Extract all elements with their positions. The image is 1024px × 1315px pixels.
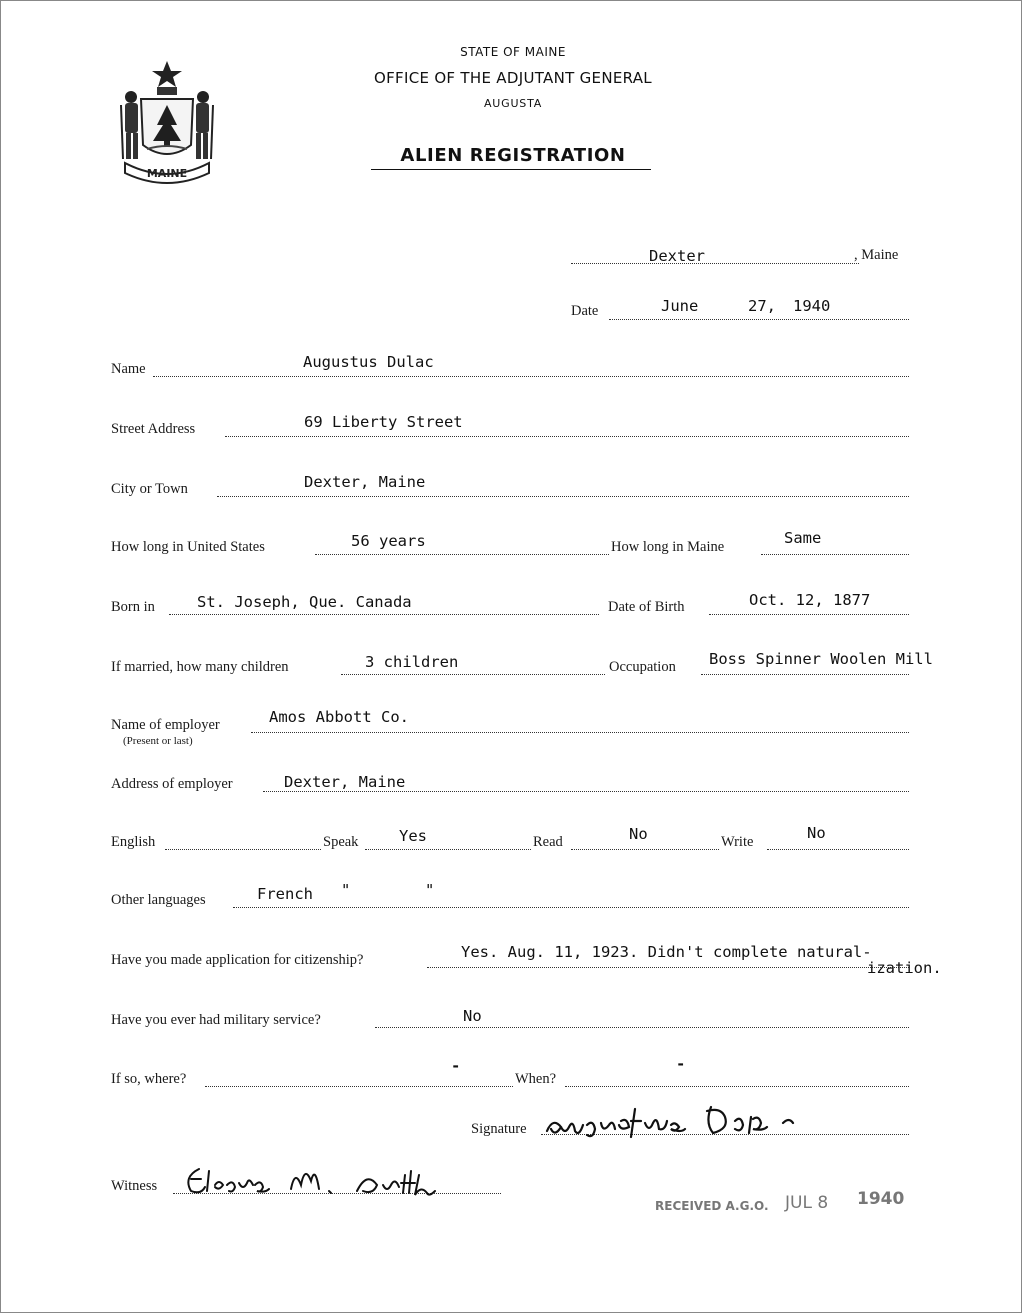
ditto-mark-2: " (425, 881, 435, 899)
maine-years-value: Same (784, 529, 822, 547)
children-value: 3 children (365, 653, 459, 671)
city-line (217, 496, 909, 497)
form-title: ALIEN REGISTRATION (400, 145, 626, 166)
occupation-line (701, 674, 909, 675)
date-label: Date (571, 303, 599, 319)
place-value: Dexter (649, 247, 705, 265)
other-languages-label: Other languages (111, 892, 206, 908)
born-label: Born in (111, 599, 155, 615)
dob-label: Date of Birth (608, 599, 685, 615)
name-value: Augustus Dulac (303, 353, 434, 371)
write-label: Write (721, 834, 754, 850)
city-value: Dexter, Maine (304, 473, 426, 491)
received-stamp-label: RECEIVED A.G.O. (655, 1199, 769, 1213)
employer-address-line (263, 791, 909, 792)
when-line (565, 1086, 909, 1087)
read-value: No (629, 825, 648, 843)
ditto-mark-1: " (341, 881, 351, 899)
dob-line (709, 614, 909, 615)
when-value: - (676, 1055, 686, 1073)
street-label: Street Address (111, 421, 196, 437)
employer-value: Amos Abbott Co. (269, 708, 409, 726)
write-value: No (807, 824, 826, 842)
children-label: If married, how many children (111, 659, 289, 675)
born-line (169, 614, 599, 615)
employer-sublabel: (Present or last) (123, 735, 193, 747)
write-line (767, 849, 909, 850)
children-line (341, 674, 605, 675)
date-month: June (661, 297, 699, 315)
speak-value: Yes (399, 827, 427, 845)
citizenship-value-line2: ization. (867, 959, 942, 977)
employer-address-value: Dexter, Maine (284, 773, 406, 791)
speak-line (365, 849, 531, 850)
maine-years-label: How long in Maine (611, 539, 725, 555)
witness-label: Witness (111, 1178, 158, 1194)
office-heading: OFFICE OF THE ADJUTANT GENERAL (374, 69, 652, 87)
military-label: Have you ever had military service? (111, 1012, 321, 1028)
street-value: 69 Liberty Street (304, 413, 463, 431)
english-line (165, 849, 321, 850)
title-underline (371, 169, 651, 170)
place-line (571, 263, 859, 264)
us-years-label: How long in United States (111, 539, 265, 555)
date-line (609, 319, 909, 320)
seal-label: MAINE (146, 167, 188, 180)
military-line (375, 1027, 909, 1028)
other-languages-value: French (257, 885, 313, 903)
received-stamp-year: 1940 (857, 1189, 905, 1209)
english-label: English (111, 834, 156, 850)
state-heading: STATE OF MAINE (460, 45, 566, 59)
military-value: No (463, 1007, 482, 1025)
occupation-value: Boss Spinner Woolen Mill (709, 650, 933, 668)
street-line (225, 436, 909, 437)
us-years-value: 56 years (351, 532, 426, 550)
citizenship-value-line1: Yes. Aug. 11, 1923. Didn't complete natural- (461, 943, 872, 961)
received-stamp-date: JUL 8 (785, 1193, 829, 1213)
city-heading: AUGUSTA (483, 97, 543, 110)
signature-handwriting (539, 1099, 839, 1141)
where-value: - (451, 1057, 461, 1075)
place-suffix-label: , Maine (854, 247, 899, 263)
employer-line (251, 732, 909, 733)
speak-label: Speak (323, 834, 359, 850)
where-line (205, 1086, 513, 1087)
occupation-label: Occupation (609, 659, 676, 675)
employer-label: Name of employer (111, 717, 220, 733)
us-years-line (315, 554, 609, 555)
witness-signature-handwriting (179, 1161, 479, 1201)
born-value: St. Joseph, Que. Canada (197, 593, 412, 611)
read-line (571, 849, 719, 850)
citizenship-label: Have you made application for citizenship? (111, 952, 364, 968)
dob-value: Oct. 12, 1877 (749, 591, 871, 609)
name-line (153, 376, 909, 377)
city-label: City or Town (111, 481, 188, 497)
signature-label: Signature (471, 1121, 527, 1137)
date-day: 27, (748, 297, 776, 315)
when-label: When? (515, 1071, 557, 1087)
name-label: Name (111, 361, 146, 377)
where-label: If so, where? (111, 1071, 187, 1087)
other-languages-line (233, 907, 909, 908)
date-year: 1940 (793, 297, 831, 315)
read-label: Read (533, 834, 563, 850)
maine-years-line (761, 554, 909, 555)
employer-address-label: Address of employer (111, 776, 233, 792)
citizenship-line (427, 967, 909, 968)
